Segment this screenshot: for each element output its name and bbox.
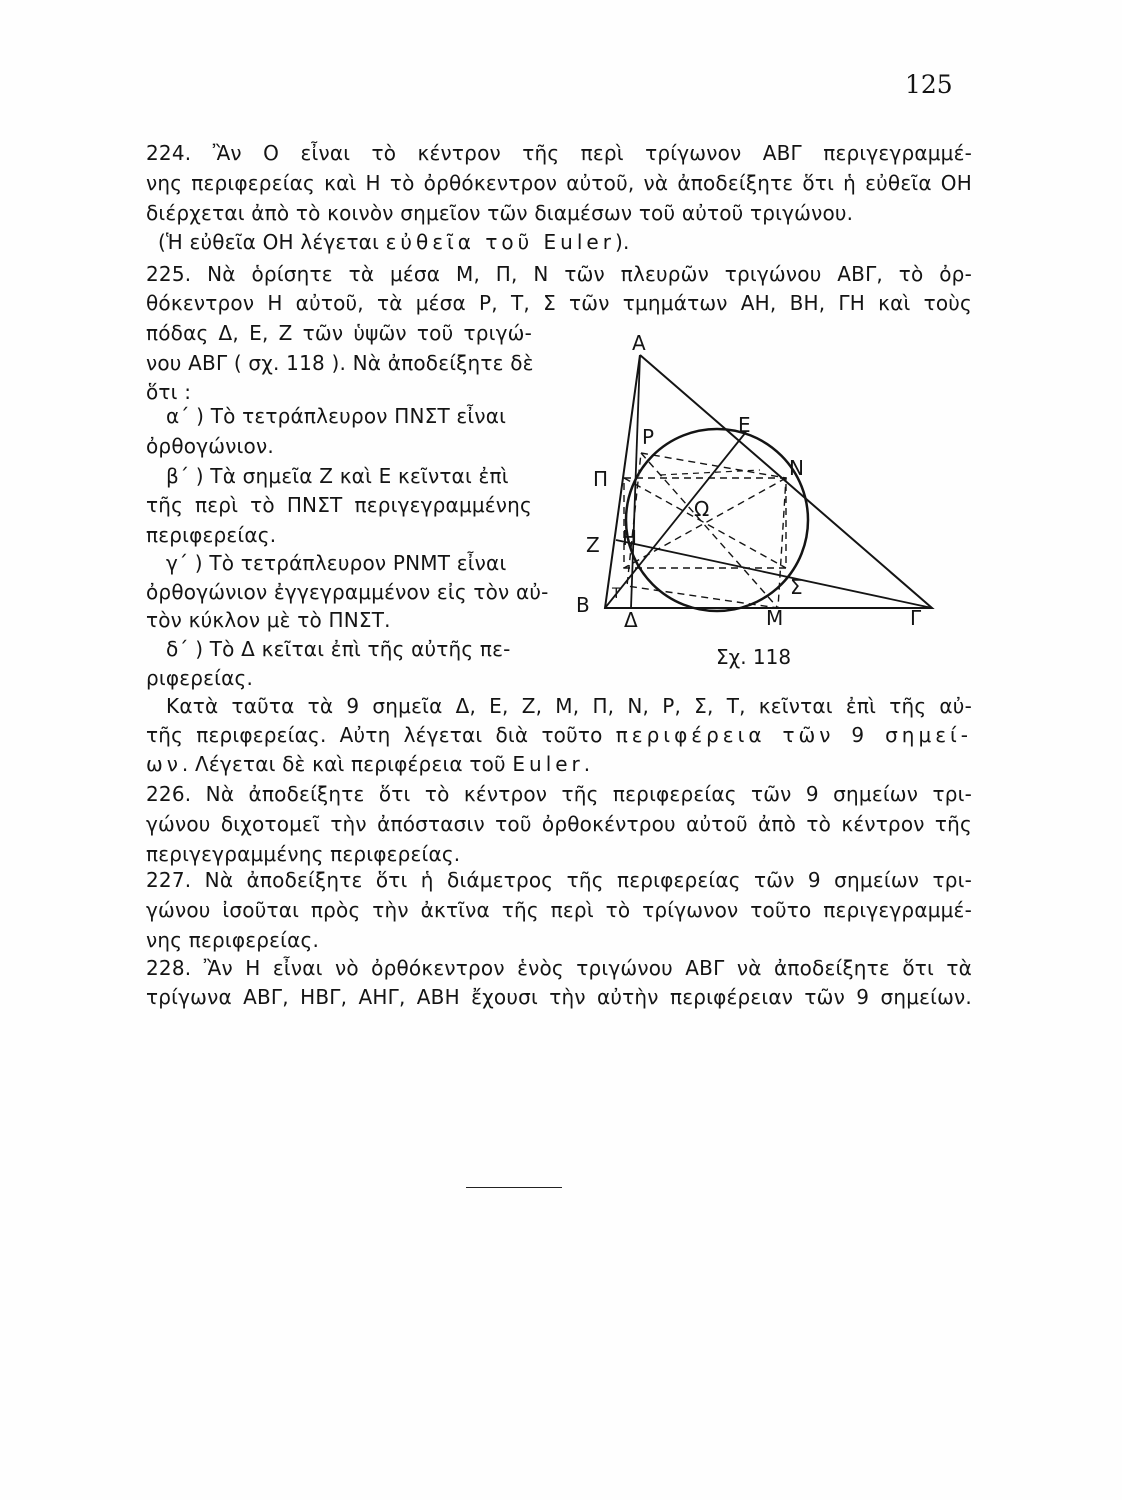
text-line [146, 723, 972, 747]
text-line: ὀρθογώνιον ἐγγεγραμμένον εἰς τὸν αὐ- [146, 580, 549, 604]
label-B: Β [576, 593, 590, 617]
figure-caption: Σχ. 118 [716, 645, 792, 669]
rectangle-RNMT [627, 453, 786, 608]
text-line: τῆς περὶ τὸ ΠΝΣΤ περιγεγραμμένης [146, 493, 532, 517]
text-line: 226. Νὰ ἀποδείξητε ὅτι τὸ κέντρον τῆς περιφερείας τῶν 9 σημείων τρι- [146, 782, 972, 806]
text-line: περιγεγραμμένης περιφερείας. [146, 842, 461, 866]
text-line: θόκεντρον Η αὐτοῦ, τὰ μέσα Ρ, Τ, Σ τῶν τμημάτων ΑΗ, ΒΗ, ΓΗ καὶ τοὺς [146, 291, 972, 315]
text-span: (Ἡ εὐθεῖα ΟΗ λέγεται [158, 230, 386, 254]
label-T: Τ [612, 586, 621, 602]
text-line: α΄ ) Τὸ τετράπλευρον ΠΝΣΤ εἶναι [166, 404, 507, 428]
text-span: . Λέγεται δὲ καὶ περιφέρεια τοῦ [181, 752, 513, 776]
spaced-term: Euler [512, 752, 584, 776]
label-Z: Ζ [586, 533, 600, 557]
text-line: νης περιφερείας. [146, 928, 320, 952]
label-E: Ε [738, 413, 751, 437]
text-line: ὅτι : [146, 380, 192, 404]
text-line: ριφερείας. [146, 666, 254, 690]
text-line: 225. Νὰ ὁρίσητε τὰ μέσα Μ, Π, Ν τῶν πλευρῶν τριγώνου ΑΒΓ, τὸ ὀρ- [146, 262, 972, 286]
label-S: Σ [790, 575, 803, 599]
text-span: τῆς περιφερείας. Αὐτη λέγεται διὰ τοῦτο [146, 723, 616, 747]
altitude-GZ [616, 540, 932, 608]
label-O: Ω [694, 497, 710, 521]
label-H: Η [622, 526, 638, 550]
spaced-term: εὐθεῖα τοῦ Euler [385, 230, 615, 254]
text-line: 224. Ἂν Ο εἶναι τὸ κέντρον τῆς περὶ τρίγωνον ΑΒΓ περιγεγραμμέ- [146, 141, 972, 165]
label-A: Α [632, 331, 646, 355]
label-P: Π [593, 467, 609, 491]
text-span: ). [614, 230, 630, 254]
text-line: Κατὰ ταῦτα τὰ 9 σημεῖα Δ, Ε, Ζ, Μ, Π, Ν, Ρ, Σ, Τ, κεῖνται ἐπὶ τῆς αὐ- [166, 694, 972, 718]
page-number: 125 [905, 70, 953, 99]
text-span: . [583, 752, 591, 776]
text-line: τὸν κύκλον μὲ τὸ ΠΝΣΤ. [146, 608, 391, 632]
text-line: 228. Ἂν Η εἶναι νὸ ὀρθόκεντρον ἑνὸς τριγώνου ΑΒΓ νὰ ἀποδείξητε ὅτι τὰ [146, 956, 972, 980]
text-line: περιφερείας. [146, 523, 277, 547]
text-line: πόδας Δ, Ε, Ζ τῶν ὑψῶν τοῦ τριγώ- [146, 321, 532, 345]
label-R: Ρ [642, 425, 655, 449]
text-line [158, 230, 630, 254]
text-line: γώνου ἰσοῦται πρὸς τὴν ἀκτῖνα τῆς περὶ τὸ τρίγωνον τοῦτο περιγεγραμμέ- [146, 898, 972, 922]
label-N: Ν [789, 456, 804, 480]
end-rule [466, 1187, 562, 1188]
label-M: Μ [766, 606, 784, 630]
text-line: 227. Νὰ ἀποδείξητε ὅτι ἡ διάμετρος τῆς περιφερείας τῶν 9 σημείων τρι- [146, 868, 972, 892]
text-line: νης περιφερείας καὶ Η τὸ ὀρθόκεντρον αὐτοῦ, νὰ ἀποδείξητε ὅτι ἡ εὐθεῖα ΟΗ [146, 171, 972, 195]
auxiliary-line [660, 470, 760, 475]
text-line: τρίγωνα ΑΒΓ, ΗΒΓ, ΑΗΓ, ΑΒΗ ἔχουσι τὴν αὐτὴν περιφέρειαν τῶν 9 σημείων. [146, 985, 972, 1009]
triangle-ABG [605, 355, 932, 608]
spaced-term: περιφέρεια τῶν 9 σημεί- [615, 723, 973, 747]
text-line: γ΄ ) Τὸ τετράπλευρον ΡΝΜΤ εἶναι [166, 551, 507, 575]
text-line: β΄ ) Τὰ σημεῖα Ζ καὶ Ε κεῖνται ἐπὶ [166, 464, 509, 488]
spaced-term: ων [146, 752, 182, 776]
text-line: διέρχεται ἀπὸ τὸ κοινὸν σημεῖον τῶν διαμέσων τοῦ αὐτοῦ τριγώνου. [146, 201, 854, 225]
text-line: γώνου διχοτομεῖ τὴν ἀπόστασιν τοῦ ὀρθοκέντρου αὐτοῦ ἀπὸ τὸ κέντρον τῆς [146, 812, 972, 836]
text-line: νου ΑΒΓ ( σχ. 118 ). Νὰ ἀποδείξητε δὲ [146, 351, 534, 375]
label-G: Γ [910, 606, 922, 630]
text-line: δ΄ ) Τὸ Δ κεῖται ἐπὶ τῆς αὐτῆς πε- [166, 637, 511, 661]
label-D: Δ [624, 608, 638, 632]
text-line [146, 752, 590, 776]
text-line: ὀρθογώνιον. [146, 434, 274, 458]
nine-point-circle [626, 429, 808, 611]
figure-118 [574, 320, 944, 640]
